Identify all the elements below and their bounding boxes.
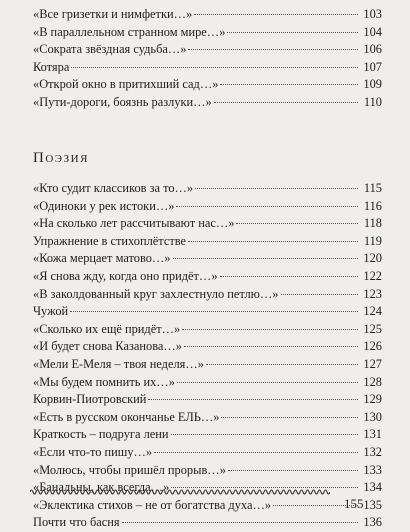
dot-leader <box>228 470 358 471</box>
toc-entry-page: 103 <box>363 7 382 21</box>
dot-leader <box>188 49 358 50</box>
toc-entry <box>33 321 382 339</box>
toc-entry <box>33 59 382 77</box>
dot-leader <box>173 258 359 259</box>
toc-entry <box>33 268 382 286</box>
dot-leader <box>220 276 358 277</box>
dot-leader <box>70 311 358 312</box>
toc-entry-page: 115 <box>363 181 382 195</box>
toc-entry <box>33 286 382 304</box>
dot-leader <box>154 452 358 453</box>
toc-entry-page: 110 <box>363 94 382 109</box>
toc-entry-title: «Пути-дороги, боязнь разлуки…» <box>33 94 212 109</box>
dot-leader <box>171 434 358 435</box>
toc-entry <box>33 215 382 233</box>
toc-entry-title: Котяра <box>33 59 70 74</box>
toc-entry <box>33 426 382 444</box>
toc-entry-title: «В заколдованный круг захлестнуло петлю…» <box>33 286 279 301</box>
dot-leader <box>206 364 358 365</box>
toc-entry-title: «Мели Е-Меля – твоя неделя…» <box>33 356 204 371</box>
toc-entry <box>33 250 382 268</box>
toc-entry-page: 107 <box>363 59 382 74</box>
dot-leader <box>281 294 358 295</box>
toc-entry-title: «Кожа мерцает матово…» <box>33 251 171 266</box>
toc-entry-title: Упражнение в стихоплётстве <box>33 233 187 248</box>
dot-leader <box>194 14 358 15</box>
toc-entry-page: 130 <box>363 409 382 424</box>
dot-leader <box>214 102 358 103</box>
toc-entry-title: «Открой окно в притихший сад…» <box>33 77 219 92</box>
toc-entry <box>33 444 382 462</box>
toc-list-poetry <box>33 180 382 532</box>
toc-entry-title: «Сократа звёздная судьба…» <box>33 42 187 57</box>
toc-entry <box>33 6 382 24</box>
toc-entry <box>33 233 382 251</box>
toc-entry-page: 122 <box>363 268 382 283</box>
toc-entry-page: 120 <box>363 251 382 266</box>
dot-leader <box>182 329 358 330</box>
toc-entry-title: «Кто судит классиков за то…» <box>33 181 194 195</box>
toc-entry <box>33 409 382 427</box>
toc-entry-title: «Я снова жду, когда оно придёт…» <box>33 268 218 283</box>
toc-entry-title: Краткость – подруга лени <box>33 427 169 442</box>
toc-entry <box>33 356 382 374</box>
toc-entry <box>33 374 382 392</box>
dot-leader <box>122 522 358 523</box>
toc-entry-page: 104 <box>363 24 382 39</box>
dot-leader <box>236 223 358 224</box>
dot-leader <box>220 84 358 85</box>
toc-entry-page: 134 <box>363 480 382 495</box>
toc-entry-title: Корвин-Пиотровский <box>33 392 147 407</box>
toc-entry-title: «Банальны, как всегда…» <box>33 480 170 495</box>
toc-entry <box>33 198 382 216</box>
toc-entry-title: «В параллельном странном мире…» <box>33 24 226 39</box>
dot-leader <box>148 399 358 400</box>
dot-leader <box>71 67 358 68</box>
toc-entry-page: 129 <box>363 392 382 407</box>
toc-entry-page: 132 <box>363 444 382 459</box>
toc-entry <box>33 76 382 94</box>
toc-entry-page: 124 <box>363 304 382 319</box>
toc-entry <box>33 24 382 42</box>
toc-entry-title: «Молюсь, чтобы пришёл прорыв…» <box>33 462 226 477</box>
toc-list-prose <box>33 6 382 112</box>
toc-entry-page: 126 <box>363 339 382 354</box>
toc-entry-page: 135 <box>363 497 382 512</box>
toc-entry-page: 116 <box>363 198 382 213</box>
toc-entry-page: 127 <box>363 356 382 371</box>
toc-entry-title: «Одиноки у рек истоки…» <box>33 198 175 213</box>
toc-entry-title: Почти что басня <box>33 515 120 530</box>
toc-entry <box>33 497 382 515</box>
toc-entry <box>33 180 382 198</box>
toc-entry-page: 119 <box>363 233 382 248</box>
toc-entry <box>33 514 382 532</box>
dot-leader <box>184 346 358 347</box>
toc-entry-page: 118 <box>363 216 382 231</box>
toc-entry-title: Чужой <box>33 304 69 319</box>
toc-entry <box>33 391 382 409</box>
toc-entry-title: «Сколько их ещё придёт…» <box>33 321 181 336</box>
ornamental-rule <box>30 487 330 497</box>
toc-entry-page: 109 <box>363 77 382 92</box>
toc-entry <box>33 338 382 356</box>
toc-entry-page: 128 <box>363 374 382 389</box>
dot-leader <box>221 417 358 418</box>
toc-entry-title: «Эклектика стихов – не от богатства духа…» <box>33 497 272 512</box>
toc-entry <box>33 94 382 112</box>
dot-leader <box>176 206 358 207</box>
toc-entry-page: 125 <box>363 321 382 336</box>
toc-entry-page: 123 <box>363 286 382 301</box>
toc-entry <box>33 41 382 59</box>
dot-leader <box>177 382 358 383</box>
toc-entry-title: «Есть в русском окончанье ЕЛЬ…» <box>33 409 220 424</box>
dot-leader <box>188 241 358 242</box>
toc-entry <box>33 303 382 321</box>
toc-entry-page: 106 <box>363 42 382 57</box>
toc-entry-page: 133 <box>363 462 382 477</box>
toc-entry-title: «На сколько лет рассчитывают нас…» <box>33 216 235 231</box>
toc-entry-title: «И будет снова Казанова…» <box>33 339 183 354</box>
toc-entry <box>33 462 382 480</box>
dot-leader <box>195 188 358 189</box>
toc-entry-title: «Все гризетки и нимфетки…» <box>33 7 193 21</box>
toc-entry-page: 131 <box>363 427 382 442</box>
toc-entry-title: «Если что-то пишу…» <box>33 444 153 459</box>
dot-leader <box>227 32 358 33</box>
toc-entry-title: «Мы будем помнить их…» <box>33 374 175 389</box>
page-number: 155 <box>344 496 364 511</box>
section-heading: Поэзия <box>33 150 89 166</box>
toc-entry-page: 136 <box>363 515 382 530</box>
